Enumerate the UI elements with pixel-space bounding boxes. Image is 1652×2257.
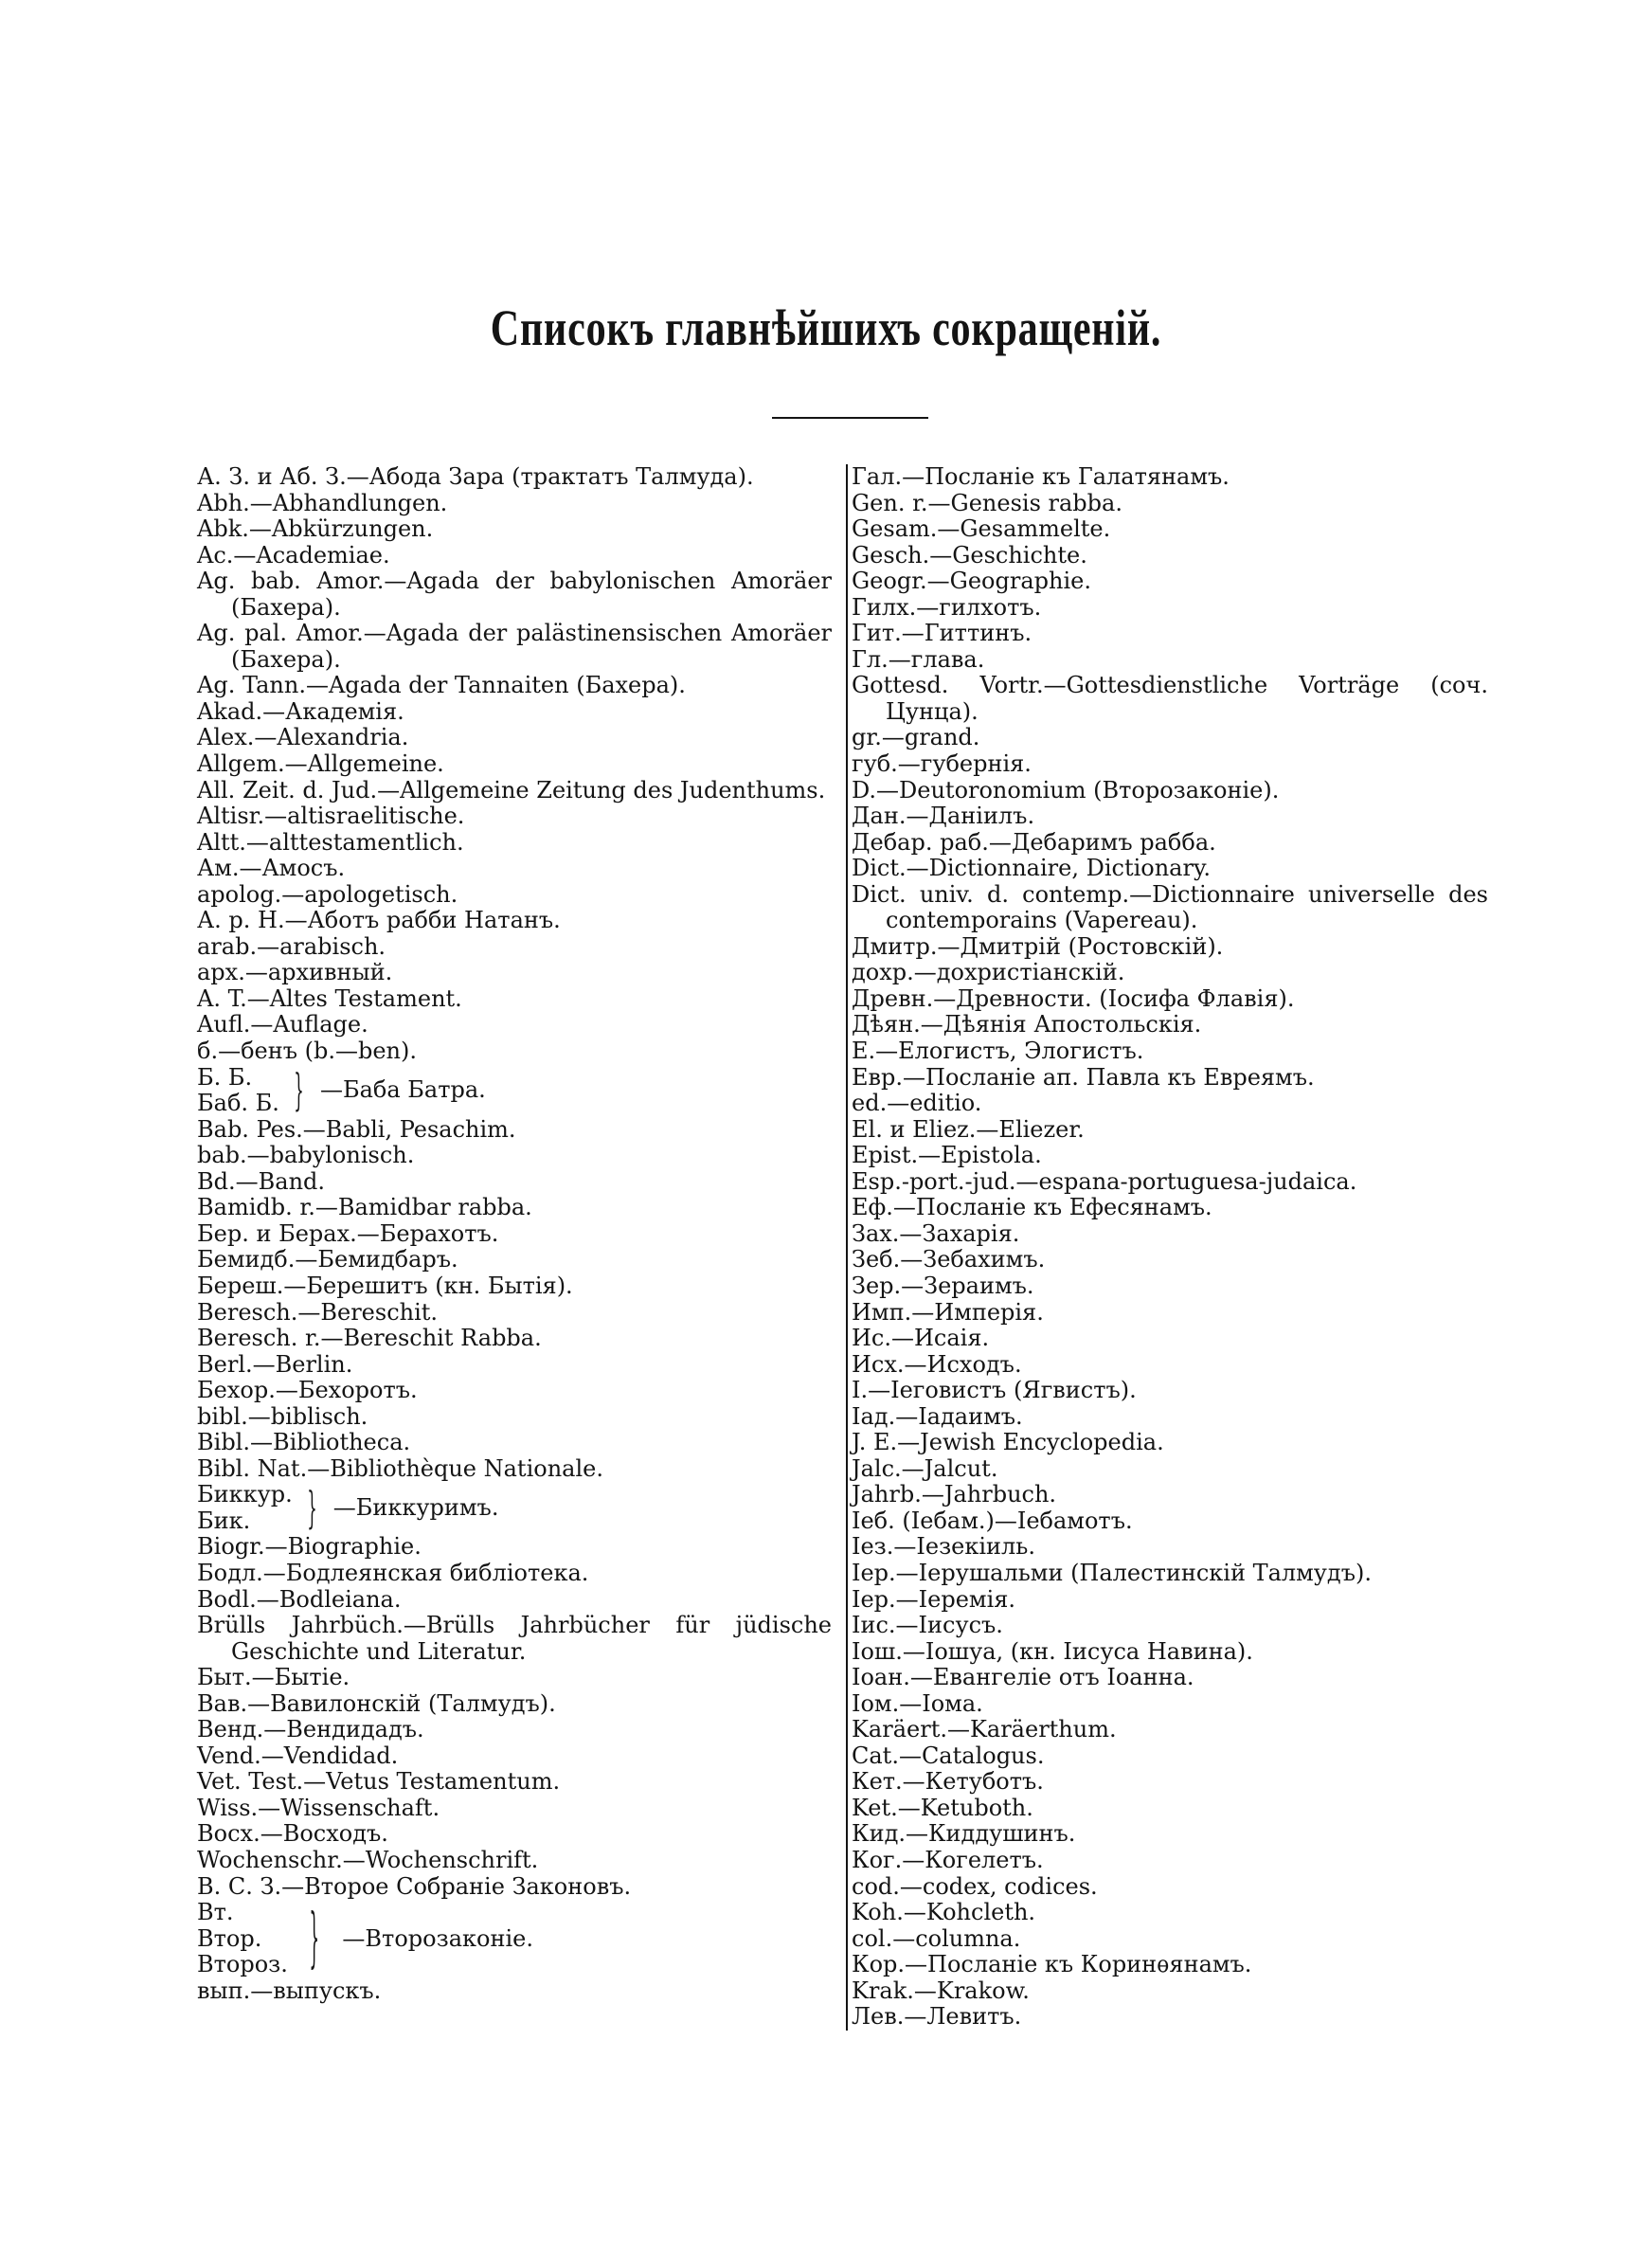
- abbreviation-entry: Altt.—alttestamentlich.: [197, 828, 464, 856]
- abbreviation-entry: Vend.—Vendidad.: [197, 1742, 399, 1769]
- abbreviation-entry: Allgem.—Allgemeine.: [197, 750, 444, 778]
- abbreviation-entry: Alex.—Alexandria.: [197, 724, 409, 751]
- abbreviation-entry: ed.—editio.: [852, 1090, 982, 1117]
- abbreviation-entry: вып.—выпускъ.: [197, 1977, 382, 2004]
- abbreviation-group: [197, 1482, 293, 1534]
- title-divider: [772, 417, 928, 419]
- abbreviation-entry: bab.—babylonisch.: [197, 1142, 415, 1169]
- abbreviation-entry: Гал.—Посланіе къ Галатянамъ.: [852, 463, 1230, 490]
- abbreviation-entry: Geogr.—Geographie.: [852, 568, 1091, 595]
- abbreviation-entry: Wochenschr.—Wochenschrift.: [197, 1846, 539, 1873]
- abbreviation-entry: Aufl.—Auflage.: [197, 1011, 368, 1038]
- abbreviation-entry: губ.—губернія.: [852, 750, 1032, 778]
- abbreviation-entry: A. T.—Altes Testament.: [197, 984, 462, 1012]
- abbreviation-entry: Vet. Test.—Vetus Testamentum.: [197, 1768, 561, 1796]
- abbreviation-entry: Akad.—Академія.: [197, 697, 404, 725]
- abbreviation-entry: Krak.—Krakow.: [852, 1977, 1030, 2004]
- abbreviation-entry: Ket.—Ketuboth.: [852, 1794, 1033, 1821]
- abbreviation-entry: б.—бенъ (b.—ben).: [197, 1038, 417, 1065]
- abbreviation-entry: Іад.—Іадаимъ.: [852, 1402, 1023, 1430]
- abbreviation-entry: Bibl. Nat.—Bibliothèque Nationale.: [197, 1454, 603, 1482]
- abbreviation-entry: Іер.—Іеремія.: [852, 1585, 1016, 1613]
- abbreviation-entry: Гит.—Гиттинъ.: [852, 620, 1032, 647]
- abbreviation-entry: Altisr.—altisraelitische.: [197, 803, 465, 830]
- abbreviation-entry: Гилх.—гилхотъ.: [852, 593, 1042, 621]
- abbreviation-entry: Бодл.—Бодлеянская библіотека.: [197, 1559, 589, 1586]
- abbreviation-entry: Береш.—Берешитъ (кн. Бытія).: [197, 1272, 573, 1299]
- abbreviation-entry: Е.—Елогистъ, Элогистъ.: [852, 1038, 1144, 1065]
- abbreviation-entry: Гл.—глава.: [852, 645, 985, 673]
- abbreviation-entry: Karäert.—Karäerthum.: [852, 1716, 1117, 1743]
- abbreviation-entry: Бехор.—Бехоротъ.: [197, 1377, 418, 1404]
- abbreviation-entry: Ag. Tann.—Agada der Tannaiten (Бахера).: [197, 672, 686, 699]
- abbreviation-entry: Dict.—Dictionnaire, Dictionary.: [852, 855, 1211, 882]
- abbreviation-entry: [197, 1065, 832, 1117]
- abbreviation-entry: Cat.—Catalogus.: [852, 1742, 1045, 1769]
- abbreviation-entry: Gesam.—Gesammelte.: [852, 515, 1111, 543]
- abbreviation-entry: Ког.—Когелетъ.: [852, 1846, 1044, 1873]
- abbreviation-entry: All. Zeit. d. Jud.—Allgemeine Zeitung des Judenthums.: [197, 776, 826, 803]
- abbreviation-entry: Іоан.—Евангеліе отъ Іоанна.: [852, 1664, 1194, 1691]
- brace-mark: }: [294, 1065, 304, 1116]
- right-column: [846, 464, 1488, 2031]
- abbreviation-entry: Кор.—Посланіе къ Коринѳянамъ.: [852, 1951, 1252, 1978]
- abbreviation-term: Втор.: [197, 1924, 262, 1952]
- abbreviation-entry: Іер.—Іерушальми (Палестинскій Талмудъ).: [852, 1559, 1372, 1586]
- abbreviation-entry: apolog.—apologetisch.: [197, 880, 458, 908]
- abbreviation-entry: Dict. univ. d. contemp.—Dictionnaire universelle des contemporains (Vapereau).: [852, 880, 1488, 934]
- abbreviation-entry: Быт.—Бытіе.: [197, 1664, 350, 1691]
- abbreviation-entry: арх.—архивный.: [197, 959, 393, 986]
- abbreviation-entry: Ac.—Academiae.: [197, 541, 390, 569]
- brace-mark: }: [307, 1483, 317, 1534]
- abbreviation-entry: Зер.—Зераимъ.: [852, 1272, 1034, 1299]
- abbreviation-term: Бик.: [197, 1507, 251, 1534]
- abbreviation-entry: Бер. и Берах.—Берахотъ.: [197, 1219, 499, 1247]
- abbreviation-entry: Іош.—Іошуа, (кн. Іисуса Навина).: [852, 1637, 1253, 1665]
- abbreviation-entry: Esp.-port.-jud.—espana-portuguesa-judaica.: [852, 1167, 1357, 1195]
- abbreviation-entry: J. E.—Jewish Encyclopedia.: [852, 1429, 1164, 1456]
- abbreviation-entry: Кет.—Кетуботъ.: [852, 1768, 1044, 1796]
- brace-mark: }: [309, 1901, 319, 1977]
- abbreviation-entry: Дебар. раб.—Дебаримъ рабба.: [852, 828, 1216, 856]
- abbreviation-entry: Имп.—Имперія.: [852, 1298, 1044, 1326]
- abbreviation-entry: Bodl.—Bodleiana.: [197, 1585, 402, 1613]
- abbreviation-entry: Восх.—Восходъ.: [197, 1820, 388, 1848]
- abbreviation-entry: Венд.—Вендидадъ.: [197, 1716, 424, 1743]
- abbreviation-entry: Gesch.—Geschichte.: [852, 541, 1087, 569]
- abbreviation-term: Биккур.: [197, 1481, 293, 1508]
- abbreviation-entry: дохр.—дохристіанскій.: [852, 959, 1125, 986]
- abbreviation-entry: Іеб. (Іебам.)—Іебамотъ.: [852, 1507, 1133, 1534]
- abbreviation-entry: Зеб.—Зебахимъ.: [852, 1246, 1046, 1273]
- abbreviation-entry: bibl.—biblisch.: [197, 1402, 368, 1430]
- abbreviation-entry: Ag. pal. Amor.—Agada der palästinensischen Amoräer (Бахера).: [197, 620, 832, 673]
- abbreviation-entry: Beresch.—Bereschit.: [197, 1298, 439, 1326]
- abbreviation-entry: Berl.—Berlin.: [197, 1350, 353, 1378]
- abbreviation-entry: Abk.—Abkürzungen.: [197, 515, 434, 543]
- abbreviation-entry: Gen. r.—Genesis rabba.: [852, 489, 1122, 516]
- abbreviation-entry: А. р. Н.—Аботъ рабби Натанъ.: [197, 907, 561, 934]
- abbreviation-entry: Исх.—Исходъ.: [852, 1350, 1022, 1378]
- abbreviation-entry: Іез.—Іезекіиль.: [852, 1533, 1035, 1561]
- abbreviation-entry: Biogr.—Biographie.: [197, 1533, 422, 1561]
- abbreviation-entry: I.—Іеговистъ (Ягвистъ).: [852, 1377, 1137, 1404]
- abbreviation-entry: Wiss.—Wissenschaft.: [197, 1794, 440, 1821]
- abbreviation-entry: Gottesd. Vortr.—Gottesdienstliche Vorträge (соч. Цунца).: [852, 672, 1488, 725]
- abbreviation-entry: arab.—arabisch.: [197, 932, 386, 960]
- abbreviation-entry: D.—Deutoronomium (Второзаконіе).: [852, 776, 1280, 803]
- abbreviation-entry: Beresch. r.—Bereschit Rabba.: [197, 1325, 542, 1352]
- abbreviation-entry: Дан.—Даніилъ.: [852, 803, 1035, 830]
- abbreviation-entry: Bd.—Band.: [197, 1167, 326, 1195]
- abbreviation-group: [197, 1065, 279, 1117]
- abbreviation-entry: Bamidb. r.—Bamidbar rabba.: [197, 1194, 532, 1221]
- abbreviation-entry: Іом.—Іома.: [852, 1689, 983, 1717]
- abbreviation-entry: Abh.—Abhandlungen.: [197, 489, 448, 516]
- left-column: [197, 464, 832, 2004]
- abbreviation-term: Вт.: [197, 1899, 234, 1926]
- abbreviation-entry: Лев.—Левитъ.: [852, 2003, 1022, 2031]
- abbreviation-entry: Ам.—Амосъ.: [197, 855, 346, 882]
- abbreviation-term: Второз.: [197, 1951, 288, 1978]
- abbreviation-entry: Древн.—Древности. (Іосифа Флавія).: [852, 984, 1295, 1012]
- abbreviation-entry: col.—columna.: [852, 1924, 1021, 1952]
- abbreviation-entry: Дмитр.—Дмитрій (Ростовскій).: [852, 932, 1224, 960]
- abbreviation-term: Б. Б.: [197, 1063, 253, 1091]
- abbreviation-entry: Jalc.—Jalcut.: [852, 1454, 998, 1482]
- abbreviation-entry: [197, 1900, 832, 1978]
- abbreviation-entry: El. и Eliez.—Eliezer.: [852, 1115, 1085, 1143]
- abbreviation-entry: [197, 1482, 832, 1534]
- abbreviation-entry: cod.—codex, codices.: [852, 1872, 1098, 1900]
- abbreviation-entry: Jahrb.—Jahrbuch.: [852, 1481, 1057, 1508]
- abbreviation-entry: Еф.—Посланіе къ Ефесянамъ.: [852, 1194, 1212, 1221]
- abbreviation-entry: Bab. Pes.—Babli, Pesachim.: [197, 1115, 516, 1143]
- abbreviation-entry: Brülls Jahrbüch.—Brülls Jahrbücher für jüdische Geschichte und Literatur.: [197, 1612, 832, 1665]
- abbreviation-entry: В. С. З.—Второе Собраніе Законовъ.: [197, 1872, 632, 1900]
- abbreviation-entry: Bibl.—Bibliotheca.: [197, 1429, 411, 1456]
- abbreviation-definition: —Биккуримъ.: [332, 1494, 499, 1522]
- abbreviation-entry: Дѣян.—Дѣянія Апостольскія.: [852, 1011, 1202, 1038]
- abbreviation-entry: Евр.—Посланіе ап. Павла къ Евреямъ.: [852, 1063, 1315, 1091]
- abbreviation-entry: gr.—grand.: [852, 724, 980, 751]
- abbreviation-entry: А. З. и Аб. З.—Абода Зара (трактатъ Талмуда).: [197, 463, 754, 490]
- abbreviation-group: [197, 1900, 288, 1978]
- abbreviation-entry: Вав.—Вавилонскій (Талмудъ).: [197, 1689, 556, 1717]
- abbreviation-entry: Іис.—Іисусъ.: [852, 1612, 1003, 1639]
- abbreviation-entry: Бемидб.—Бемидбаръ.: [197, 1246, 458, 1273]
- abbreviation-entry: Ag. bab. Amor.—Agada der babylonischen Amoräer (Бахера).: [197, 568, 832, 621]
- abbreviation-entry: Кид.—Киддушинъ.: [852, 1820, 1076, 1848]
- abbreviation-term: Баб. Б.: [197, 1090, 279, 1117]
- abbreviation-definition: —Второзаконіе.: [342, 1924, 533, 1952]
- page-title: Списокъ главнѣйшихъ сокращеній.: [490, 299, 1162, 356]
- abbreviation-entry: Ис.—Исаія.: [852, 1325, 990, 1352]
- abbreviation-entry: Koh.—Kohcleth.: [852, 1899, 1036, 1926]
- abbreviation-entry: Epist.—Epistola.: [852, 1142, 1042, 1169]
- abbreviation-entry: Зах.—Захарія.: [852, 1219, 1020, 1247]
- abbreviation-definition: —Баба Батра.: [319, 1076, 486, 1104]
